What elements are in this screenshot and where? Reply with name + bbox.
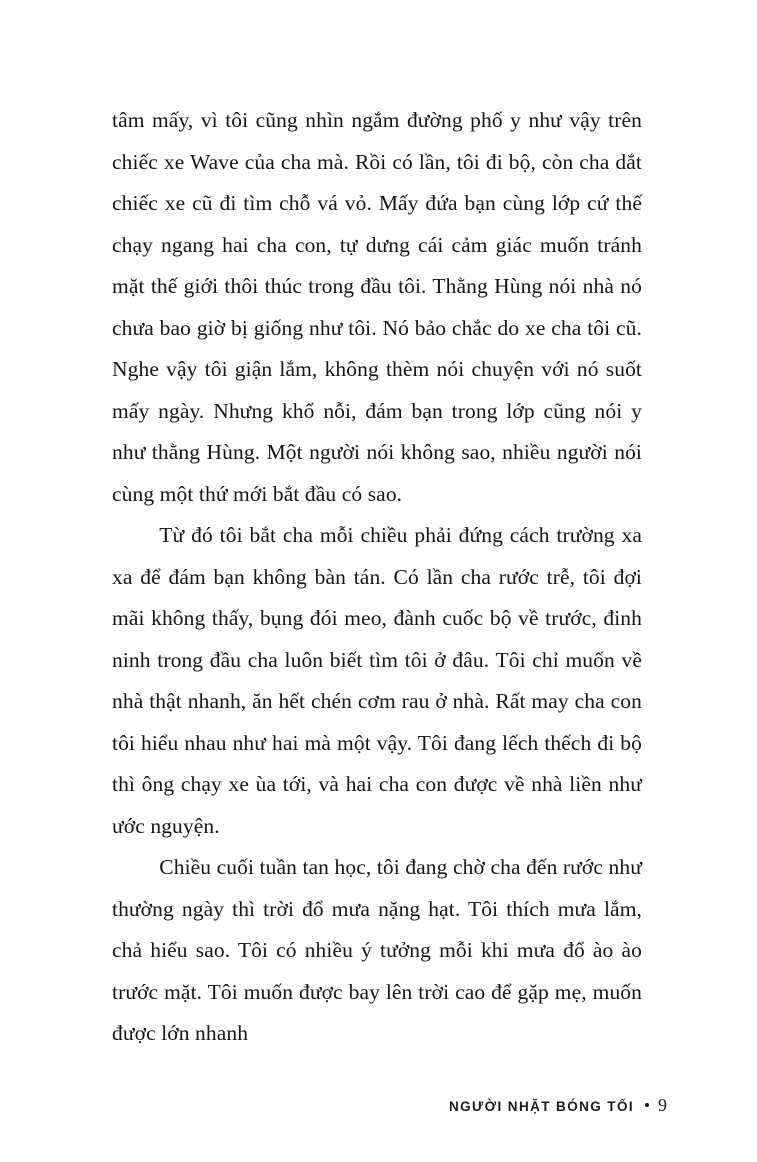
page-footer	[112, 1095, 667, 1116]
paragraph: Chiều cuối tuần tan học, tôi đang chờ cha đến rước như thường ngày thì trời đổ mưa nặng hạt. Tôi thích mưa lắm, chả hiểu sao. Tôi có nhiều ý tưởng mỗi khi mưa đổ ào ào trước mặt. Tôi muốn được bay lên trời cao để gặp mẹ, muốn được lớn nhanh	[112, 855, 642, 1045]
footer-book-title: NGƯỜI NHẶT BÓNG TỐI	[448, 1099, 634, 1114]
footer-separator-dot	[645, 1103, 649, 1107]
page-number: 9	[658, 1095, 667, 1115]
page-text-block	[112, 100, 642, 1055]
paragraph: tâm mấy, vì tôi cũng nhìn ngắm đường phố y như vậy trên chiếc xe Wave của cha mà. Rồi có lần, tôi đi bộ, còn cha dắt chiếc xe cũ đi tìm chỗ vá vỏ. Mấy đứa bạn cùng lớp cứ thế chạy ngang hai cha con, tự dưng cái cảm giác muốn tránh mặt thế giới thôi thúc trong đầu tôi. Thằng Hùng nói nhà nó chưa bao giờ bị giống như tôi. Nó bảo chắc do xe cha tôi cũ. Nghe vậy tôi giận lắm, không thèm nói chuyện với nó suốt mấy ngày. Nhưng khổ nỗi, đám bạn trong lớp cũng nói y như thằng Hùng. Một người nói không sao, nhiều người nói cùng một thứ mới bắt đầu có sao.	[112, 108, 642, 506]
paragraph: Từ đó tôi bắt cha mỗi chiều phải đứng cách trường xa xa để đám bạn không bàn tán. Có lần cha rước trễ, tôi đợi mãi không thấy, bụng đói meo, đành cuốc bộ về trước, đinh ninh trong đầu cha luôn biết tìm tôi ở đâu. Tôi chỉ muốn về nhà thật nhanh, ăn hết chén cơm rau ở nhà. Rất may cha con tôi hiểu nhau như hai mà một vậy. Tôi đang lếch thếch đi bộ thì ông chạy xe ùa tới, và hai cha con được về nhà liền như ước nguyện.	[112, 523, 642, 838]
